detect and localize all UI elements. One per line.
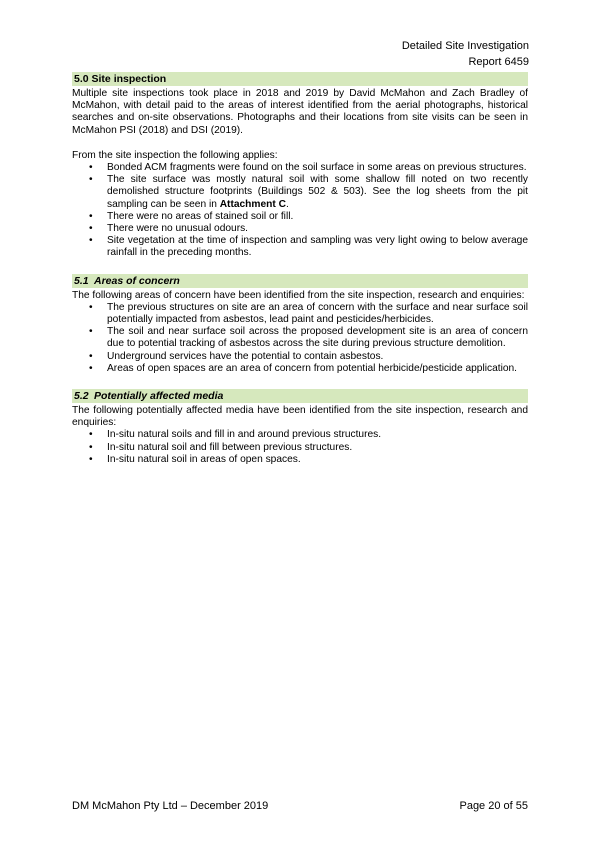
list-item: • Areas of open spaces are an area of concern from potential herbicide/pesticide application. (89, 362, 518, 374)
list-item: • Site vegetation at the time of inspection and sampling was very light owing to below average rainfall in the preceding months. (89, 235, 528, 259)
bullet-icon: • (89, 362, 93, 374)
section-number: 5.1 (74, 274, 89, 287)
bullet-icon: • (89, 441, 93, 453)
bullet-icon: • (89, 453, 93, 465)
header-title: Detailed Site Investigation (401, 40, 529, 52)
list-item: • Bonded ACM fragments were found on the soil surface in some areas on previous structures. (89, 162, 527, 174)
list-item: • In-situ natural soil and fill between previous structures. (89, 441, 353, 453)
page-header (402, 38, 529, 70)
bullet-icon: • (89, 223, 93, 235)
attachment-reference: Attachment C (219, 198, 286, 210)
bullet-icon: • (89, 210, 93, 222)
section-title: Areas of concern (94, 274, 180, 287)
section-intro-paragraph: Multiple site inspections took place in 2018 and 2019 by David McMahon and Zach Bradley of McMahon, with detail paid to the areas of interest identified from the aerial photographs, historical searches and on-site observations. Photographs and their locations from site visits can be seen in McMahon PSI (2018) and DSI (2019). (72, 88, 528, 136)
section-lead-paragraph: From the site inspection the following applies: (72, 149, 278, 161)
page-content (72, 72, 528, 466)
section-heading-affected-media (72, 389, 528, 403)
list-item: • In-situ natural soil in areas of open spaces. (89, 453, 301, 465)
bullet-icon: • (89, 235, 93, 247)
list-item: • There were no unusual odours. (89, 223, 249, 235)
bullet-icon: • (89, 174, 93, 186)
list-item: • In-situ natural soils and fill in and around previous structures. (89, 429, 382, 441)
footer-company-date: DM McMahon Pty Ltd – December 2019 (72, 800, 269, 812)
list-item: • The soil and near surface soil across the proposed development site is an area of concern due to potential tracking of asbestos across the site during previous structure demolition. (89, 326, 528, 350)
bullet-icon: • (89, 162, 93, 174)
site-inspection-list (72, 162, 528, 260)
list-item: • The previous structures on site are an area of concern with the surface and near surface soil potentially impacted from asbestos, lead paint and pesticides/herbicides. (89, 301, 528, 326)
bullet-icon: • (89, 429, 93, 441)
bullet-icon: • (89, 326, 93, 338)
section-heading-site-inspection: 5.0 Site inspection (72, 72, 528, 86)
section-number: 5.2 (74, 390, 89, 403)
section-title: Potentially affected media (94, 390, 224, 403)
footer-page-number: Page 20 of 55 (459, 800, 528, 812)
bullet-icon: • (89, 350, 93, 362)
list-item: • Underground services have the potential to contain asbestos. (89, 350, 384, 362)
section-intro-paragraph: The following areas of concern have been identified from the site inspection, research and enquiries: (72, 289, 525, 301)
section-heading-areas-of-concern (72, 274, 528, 288)
areas-of-concern-list (72, 302, 528, 375)
affected-media-list (72, 429, 528, 466)
header-report-number: Report 6459 (468, 56, 529, 68)
list-item: • There were no areas of stained soil or fill. (89, 210, 294, 222)
section-intro-paragraph: The following potentially affected media have been identified from the site inspection, research and enquiries: (72, 405, 528, 429)
list-item: • The site surface was mostly natural soil with some shallow fill noted on two recently demolished structure footprints (Buildings 502 & 503). See the log sheets from the pit sampling can be seen in Attachment C. (89, 174, 528, 210)
bullet-icon: • (89, 301, 93, 313)
